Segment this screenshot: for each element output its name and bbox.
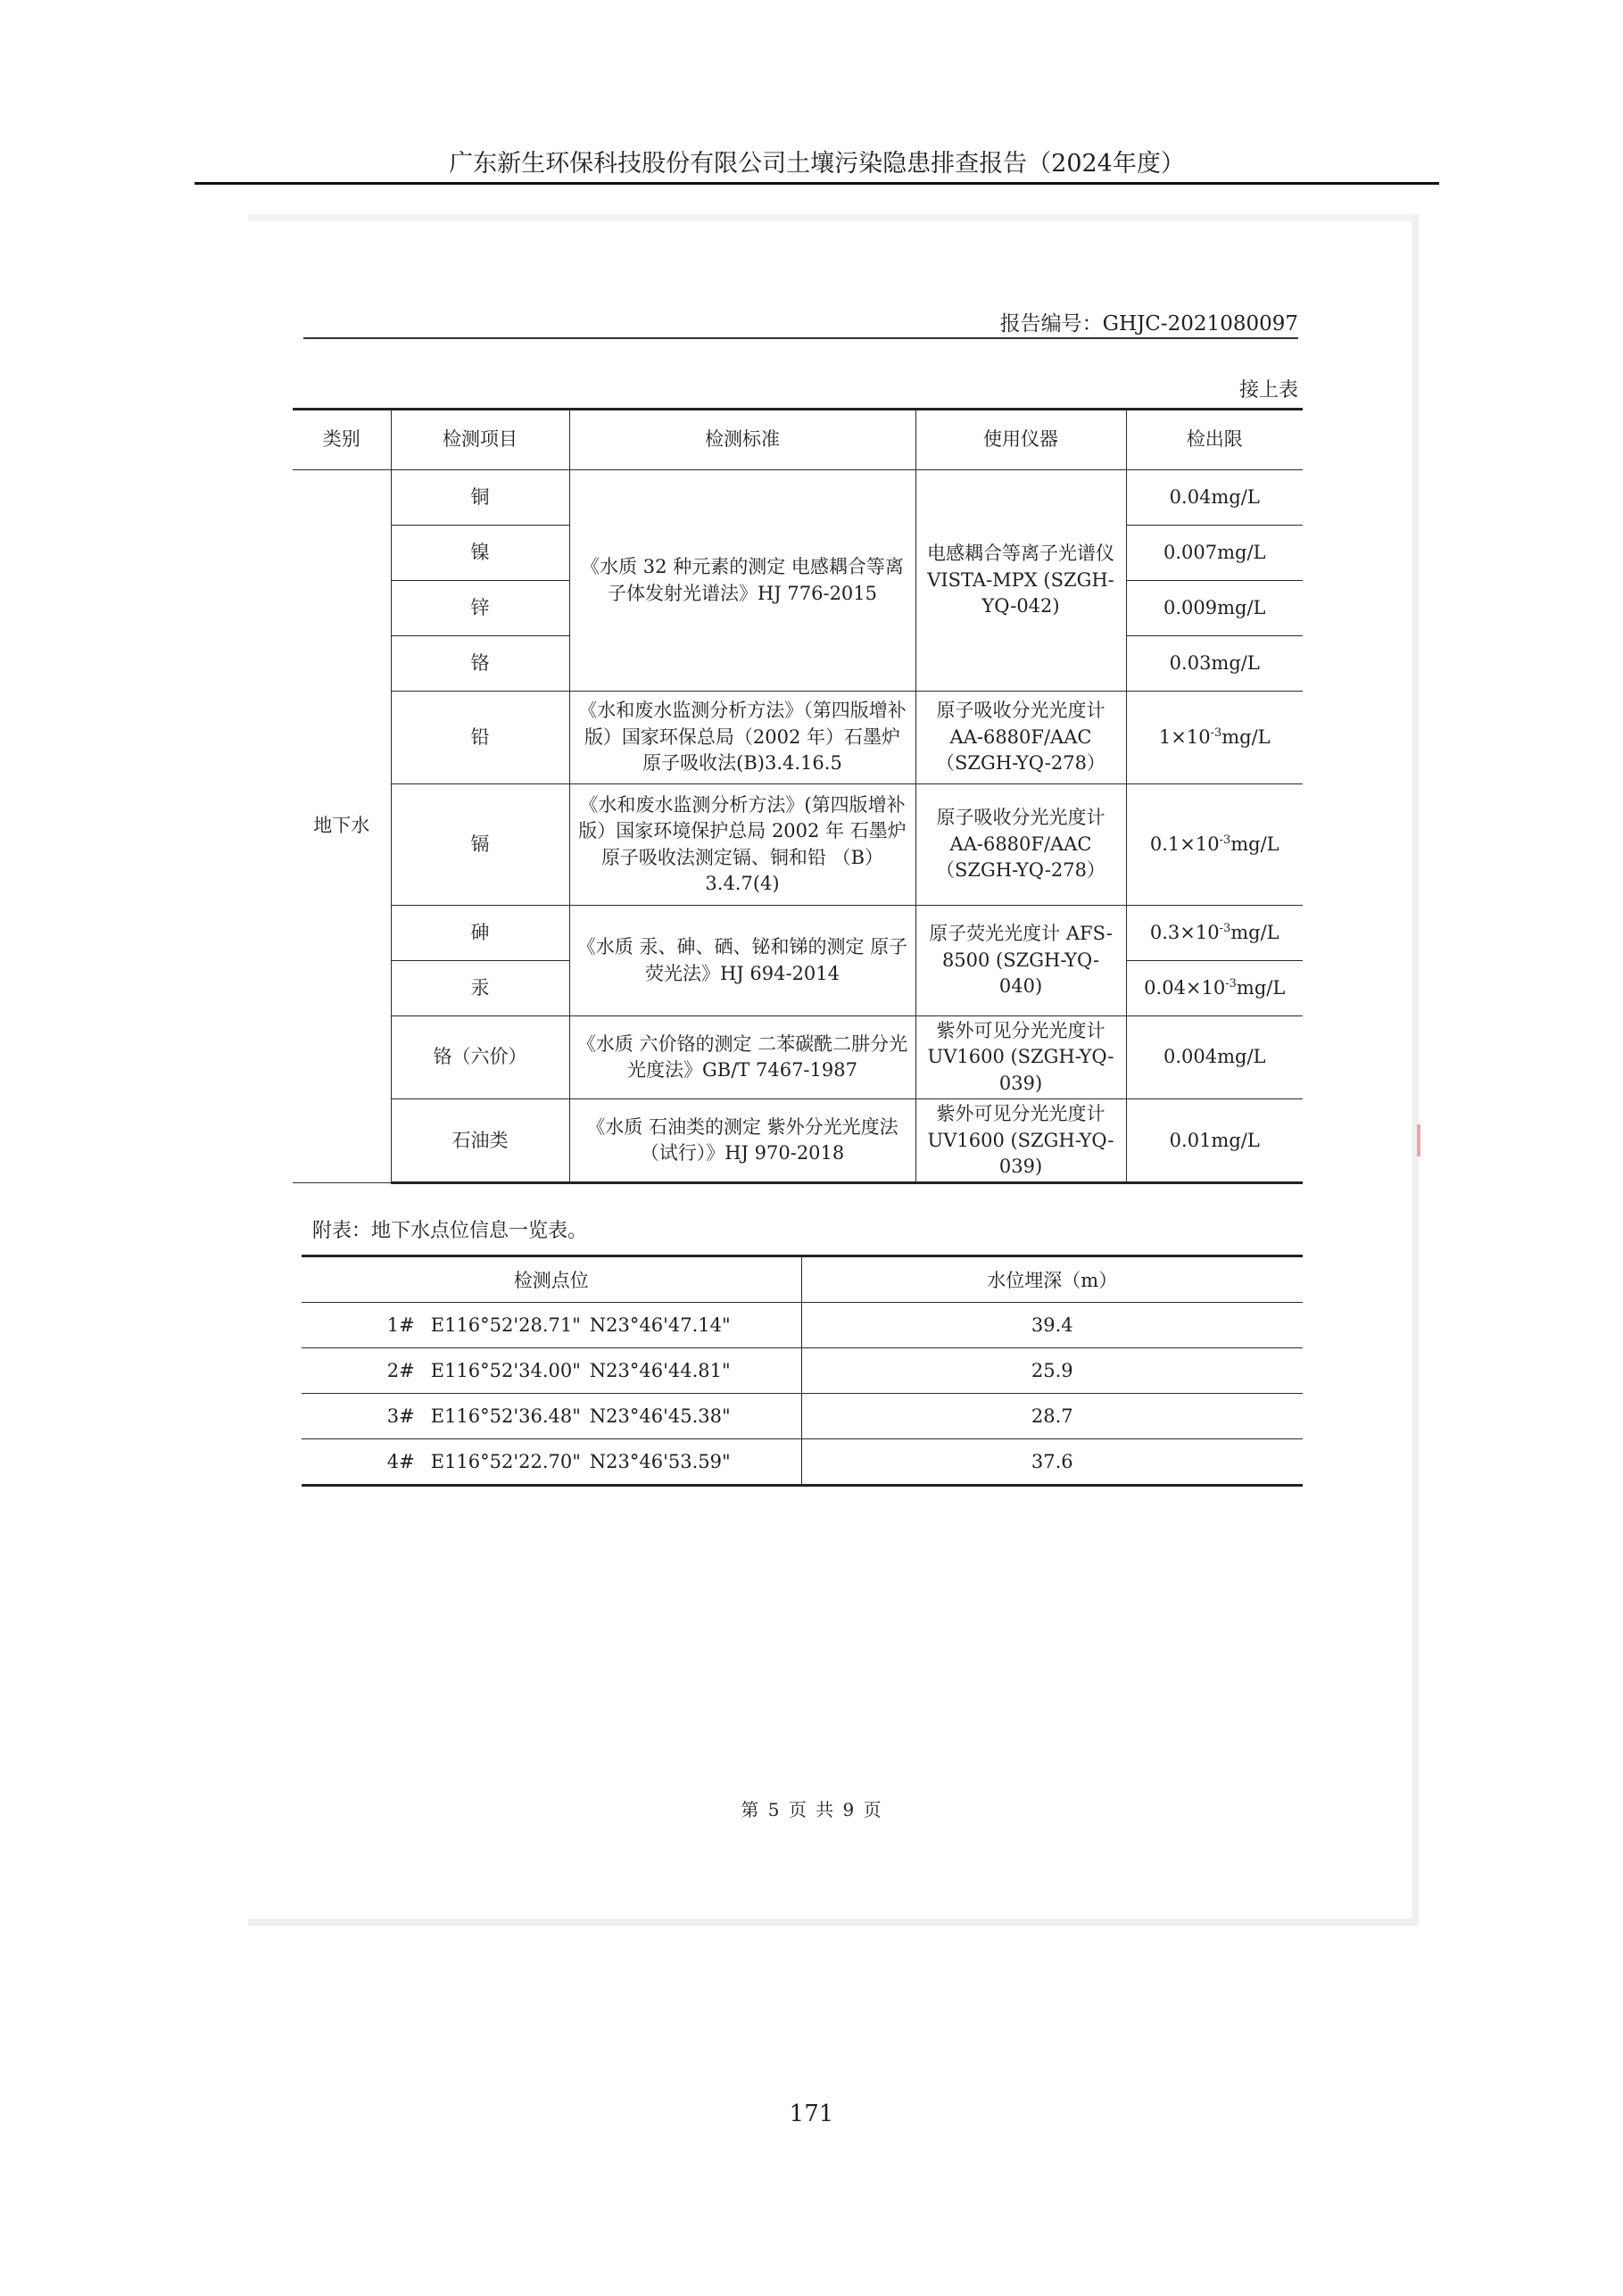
limit-cell: 0.007mg/L <box>1126 526 1303 581</box>
table-row <box>302 1394 1303 1439</box>
item-cell: 汞 <box>391 961 569 1016</box>
item-cell: 锌 <box>391 581 569 636</box>
item-cell: 铬 <box>391 636 569 692</box>
limit-cell: 0.03mg/L <box>1126 636 1303 692</box>
standard-cell: 《水质 六价铬的测定 二苯碳酰二肼分光光度法》GB/T 7467-1987 <box>569 1016 915 1099</box>
limit-cell <box>1126 784 1303 906</box>
limit-cell: 0.009mg/L <box>1126 581 1303 636</box>
table-row <box>293 1016 1303 1099</box>
limit-cell: 0.04mg/L <box>1126 470 1303 526</box>
point-latitude: N23°46'45.38" <box>589 1405 731 1427</box>
standard-cell: 《水质 石油类的测定 紫外分光光度法（试行）》HJ 970-2018 <box>569 1099 915 1183</box>
instrument-cell: 紫外可见分光光度计 UV1600 (SZGH-YQ-039) <box>915 1016 1126 1099</box>
limit-base: 0.04×10 <box>1144 976 1226 999</box>
standard-cell: 《水质 汞、砷、硒、铋和锑的测定 原子荧光法》HJ 694-2014 <box>569 906 915 1016</box>
column-header: 使用仪器 <box>915 410 1126 470</box>
limit-unit: mg/L <box>1236 976 1286 999</box>
depth-cell: 25.9 <box>801 1348 1303 1394</box>
instrument-cell: 原子吸收分光光度计 AA-6880F/AAC （SZGH-YQ-278） <box>915 784 1126 906</box>
item-cell: 砷 <box>391 906 569 961</box>
limit-exponent: -3 <box>1219 921 1231 935</box>
point-cell <box>302 1439 801 1486</box>
point-longitude: E116°52'34.00" <box>430 1360 581 1381</box>
point-cell <box>302 1303 801 1348</box>
table-header-row <box>302 1256 1303 1303</box>
item-cell: 铜 <box>391 470 569 526</box>
column-header: 检测项目 <box>391 410 569 470</box>
groundwater-point-table <box>302 1255 1303 1487</box>
scan-stamp-mark <box>1417 1124 1420 1156</box>
detection-method-table <box>293 408 1303 1184</box>
limit-cell: 0.01mg/L <box>1126 1099 1303 1183</box>
limit-base: 0.3×10 <box>1149 921 1220 943</box>
limit-cell: 0.004mg/L <box>1126 1016 1303 1099</box>
column-header: 检测标准 <box>569 410 915 470</box>
limit-cell <box>1126 961 1303 1016</box>
item-cell: 镉 <box>391 784 569 906</box>
report-number-rule <box>303 337 1298 339</box>
column-header: 检测点位 <box>302 1256 801 1303</box>
depth-cell: 28.7 <box>801 1394 1303 1439</box>
standard-cell: 《水和废水监测分析方法》（第四版增补版）国家环保总局（2002 年）石墨炉原子吸收法(B)3.4.16.5 <box>569 692 915 784</box>
limit-cell <box>1126 906 1303 961</box>
point-longitude: E116°52'22.70" <box>430 1451 581 1472</box>
scan-edge-bottom <box>248 1919 1419 1926</box>
instrument-cell: 原子吸收分光光度计 AA-6880F/AAC （SZGH-YQ-278） <box>915 692 1126 784</box>
point-cell <box>302 1394 801 1439</box>
column-header: 类别 <box>293 410 391 470</box>
instrument-cell: 原子荧光光度计 AFS-8500 (SZGH-YQ-040) <box>915 906 1126 1016</box>
point-number: 2# <box>386 1360 415 1381</box>
table-row <box>302 1348 1303 1394</box>
limit-base: 0.1×10 <box>1149 833 1220 855</box>
point-latitude: N23°46'53.59" <box>589 1451 731 1472</box>
scan-edge-right <box>1412 214 1419 1926</box>
continued-label: 接上表 <box>1238 379 1298 402</box>
limit-base: 1×10 <box>1158 725 1211 748</box>
table-row <box>293 784 1303 906</box>
header-rule <box>195 182 1439 185</box>
limit-cell <box>1126 692 1303 784</box>
table-row <box>293 1099 1303 1183</box>
limit-unit: mg/L <box>1221 725 1271 748</box>
limit-unit: mg/L <box>1230 833 1279 855</box>
point-longitude: E116°52'36.48" <box>430 1405 581 1427</box>
depth-cell: 37.6 <box>801 1439 1303 1486</box>
item-cell: 镍 <box>391 526 569 581</box>
report-number: 报告编号：GHJC-2021080097 <box>999 312 1298 336</box>
limit-exponent: -3 <box>1219 833 1231 847</box>
item-cell: 石油类 <box>391 1099 569 1183</box>
inner-page-counter: 第 5 页 共 9 页 <box>741 1799 883 1820</box>
column-header: 检出限 <box>1126 410 1303 470</box>
instrument-cell: 电感耦合等离子光谱仪 VISTA-MPX (SZGH-YQ-042) <box>915 470 1126 692</box>
table-row <box>293 692 1303 784</box>
table-header-row <box>293 410 1303 470</box>
standard-cell: 《水质 32 种元素的测定 电感耦合等离子体发射光谱法》HJ 776-2015 <box>569 470 915 692</box>
category-cell: 地下水 <box>293 470 391 1183</box>
point-number: 4# <box>386 1451 415 1472</box>
page-number: 171 <box>789 2101 834 2127</box>
item-cell: 铬（六价） <box>391 1016 569 1099</box>
depth-cell: 39.4 <box>801 1303 1303 1348</box>
point-latitude: N23°46'47.14" <box>589 1314 731 1336</box>
item-cell: 铅 <box>391 692 569 784</box>
point-cell <box>302 1348 801 1394</box>
point-latitude: N23°46'44.81" <box>589 1360 731 1381</box>
point-longitude: E116°52'28.71" <box>430 1314 581 1336</box>
appendix-title: 附表：地下水点位信息一览表。 <box>312 1220 588 1242</box>
standard-cell: 《水和废水监测分析方法》(第四版增补版）国家环境保护总局 2002 年 石墨炉原子吸收法测定镉、铜和铅 （B）3.4.7(4) <box>569 784 915 906</box>
table-row <box>302 1439 1303 1486</box>
limit-exponent: -3 <box>1225 976 1237 991</box>
document-header-title: 广东新生环保科技股份有限公司土壤污染隐患排查报告（2024年度） <box>449 150 1185 178</box>
point-number: 3# <box>386 1405 415 1427</box>
table-row <box>293 470 1303 526</box>
instrument-cell: 紫外可见分光光度计 UV1600 (SZGH-YQ-039) <box>915 1099 1126 1183</box>
point-number: 1# <box>386 1314 415 1336</box>
limit-unit: mg/L <box>1230 921 1279 943</box>
scan-edge-top <box>248 214 1419 221</box>
column-header: 水位埋深（m） <box>801 1256 1303 1303</box>
table-row <box>293 906 1303 961</box>
table-row <box>302 1303 1303 1348</box>
limit-exponent: -3 <box>1210 725 1222 740</box>
